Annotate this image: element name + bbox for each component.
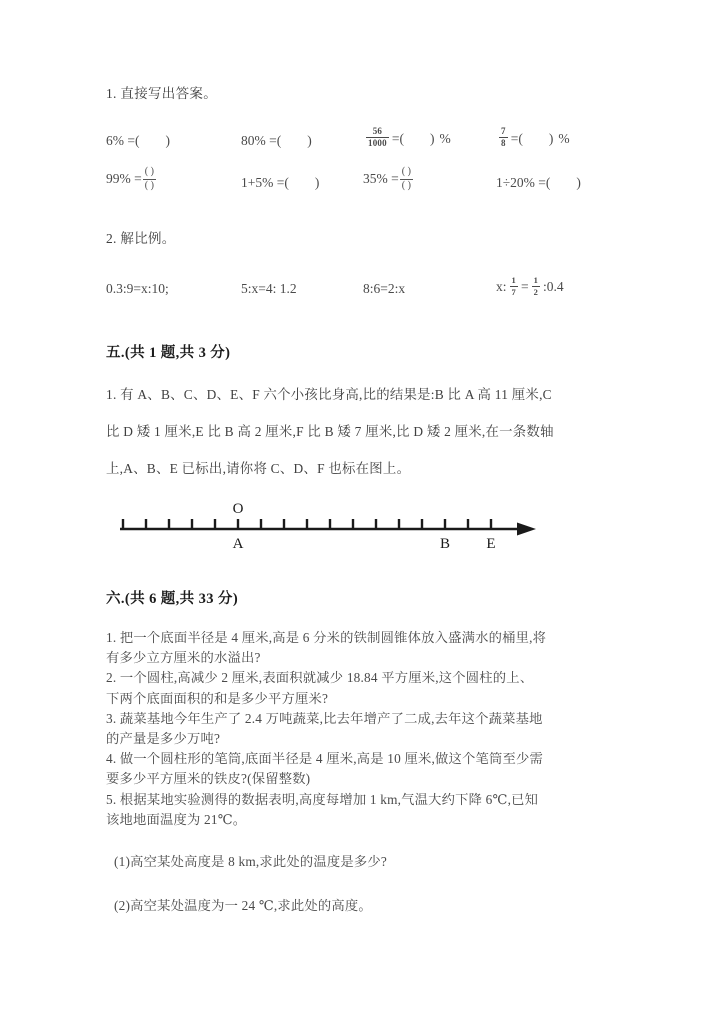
problem-line: 该地地面温度为 21℃。 [106,811,247,827]
section-six-heading: 六.(共 6 题,共 33 分) [106,591,239,607]
proportion-prefix: x: [496,279,507,294]
percent-sign: % [558,130,570,146]
blank-open-paren: ( [518,130,523,146]
problem-line: 1. 把一个底面半径是 4 厘米,高是 6 分米的铁制圆锥体放入盛满水的桶里,将 [106,630,547,645]
proportion-suffix: :0.4 [543,279,564,294]
number-line-label-a: A [232,536,244,552]
blank-close-paren: ) [165,133,170,148]
fraction-denominator-blank[interactable]: ( ) [144,179,154,191]
number-line-label-e: E [486,536,496,552]
expr-35-percent [363,167,496,191]
equals-sign: = [520,279,529,294]
number-line-label-o: O [232,501,244,517]
fill-blank-instruction: 1. 直接写出答案。 [106,86,217,101]
expr-1-div-20-percent [496,175,581,191]
problem-line: 5. 根据某地实验测得的数据表明,高度每增加 1 km,气温大约下降 6℃,已知 [106,791,539,807]
fraction-numerator-blank[interactable]: ( ) [401,166,411,177]
proportion-item-1: 0.3:9=x:10; [106,281,169,296]
expr-fraction-56-1000 [363,128,496,149]
percent-sign: % [439,130,451,146]
blank-close-paren: ) [307,133,312,148]
fraction-numerator: 1 [533,275,539,285]
fraction-numerator: 1 [511,275,516,285]
expr-lhs: 1÷20% = [496,175,546,190]
problem-line: 1. 有 A、B、C、D、E、F 六个小孩比身高,比的结果是:B 比 A 高 11 厘米,C [106,387,552,402]
problem-line: 下两个底面面积的和是多少平方厘米? [106,690,329,706]
blank-open-paren: ( [284,175,289,190]
equals-sign: = [391,130,400,146]
expr-1-plus-5-percent [241,175,363,191]
fraction-numerator-blank[interactable]: ( ) [144,166,154,177]
expr-80-percent [241,133,363,149]
blank-open-paren: ( [276,133,282,148]
problem-line: 4. 做一个圆柱形的笔筒,底面半径是 4 厘米,高是 10 厘米,做这个笔筒至少需 [106,751,544,767]
fill-blank-row-1 [106,128,614,149]
fraction-numerator: 7 [501,126,506,136]
blank-close-paren: ) [576,175,581,190]
number-line-svg [114,497,544,559]
equals-sign: = [510,130,519,146]
problem-line: 上,A、B、E 已标出,请你将 C、D、F 也标在图上。 [106,461,411,476]
proportion-item-3: 8:6=2:x [363,281,406,296]
fill-blank-row-2 [106,167,614,191]
problem-line: 的产量是多少万吨? [106,731,221,747]
fraction-one-half [532,276,540,296]
blank-open-paren: ( [134,133,140,148]
tick-group [123,519,491,529]
fraction-one-seventh [510,276,518,296]
proportion-item-4 [496,277,564,297]
expr-lhs: 6% = [106,133,135,148]
problem-line: 比 D 矮 1 厘米,E 比 B 高 2 厘米,F 比 B 矮 7 厘米,比 D 矮 2 厘米,在一条数轴 [106,424,554,439]
section-five-problem [106,384,614,477]
fraction [366,127,389,148]
proportion-item-2: 5:x=4: 1.2 [241,281,297,296]
worksheet-content [106,82,614,916]
expr-6-percent [106,133,241,149]
fraction-denominator-blank[interactable]: ( ) [401,179,411,191]
fraction-denominator: 1000 [368,138,387,148]
expr-lhs: 35% = [363,171,399,186]
number-line-label-b: B [439,536,451,552]
proportion-row [106,277,614,297]
problem-line: 2. 一个圆柱,高减少 2 厘米,表面积就减少 18.84 平方厘米,这个圆柱的上、 [106,670,534,686]
proportion-instruction: 2. 解比例。 [106,231,176,246]
expr-99-percent [106,167,241,191]
problem-line: 3. 蔬菜基地今年生产了 2.4 万吨蔬菜,比去年增产了二成,去年这个蔬菜基地 [106,710,543,726]
sub-question-2: (2)高空某处温度为一 24 ℃,求此处的高度。 [114,898,372,914]
blank-open-paren: ( [399,130,404,146]
section-six-problems [106,628,614,830]
fraction-denominator: 2 [533,286,539,297]
fraction-numerator: 56 [372,126,383,136]
number-line-diagram [114,497,544,559]
blank-close-paren: ) [548,130,554,146]
problem-line: 有多少立方厘米的水溢出? [106,650,261,666]
blank-close-paren: ) [314,175,320,190]
fraction-denominator: 7 [511,286,516,297]
expr-fraction-7-8 [496,128,570,149]
problem-line: 要多少平方厘米的铁皮?(保留整数) [106,771,311,787]
blank-fraction[interactable] [143,167,156,191]
section-five-heading: 五.(共 1 题,共 3 分) [106,345,231,361]
fraction-denominator: 8 [501,138,506,148]
blank-close-paren: ) [429,130,435,146]
expr-lhs: 99% = [106,171,142,186]
expr-lhs: 1+5% = [241,175,285,190]
fraction [499,127,508,148]
blank-fraction[interactable] [400,167,413,191]
sub-question-1: (1)高空某处高度是 8 km,求此处的温度是多少? [114,854,387,870]
expr-lhs: 80% = [241,133,277,148]
arrow-head-icon [517,523,536,536]
blank-open-paren: ( [545,175,551,190]
